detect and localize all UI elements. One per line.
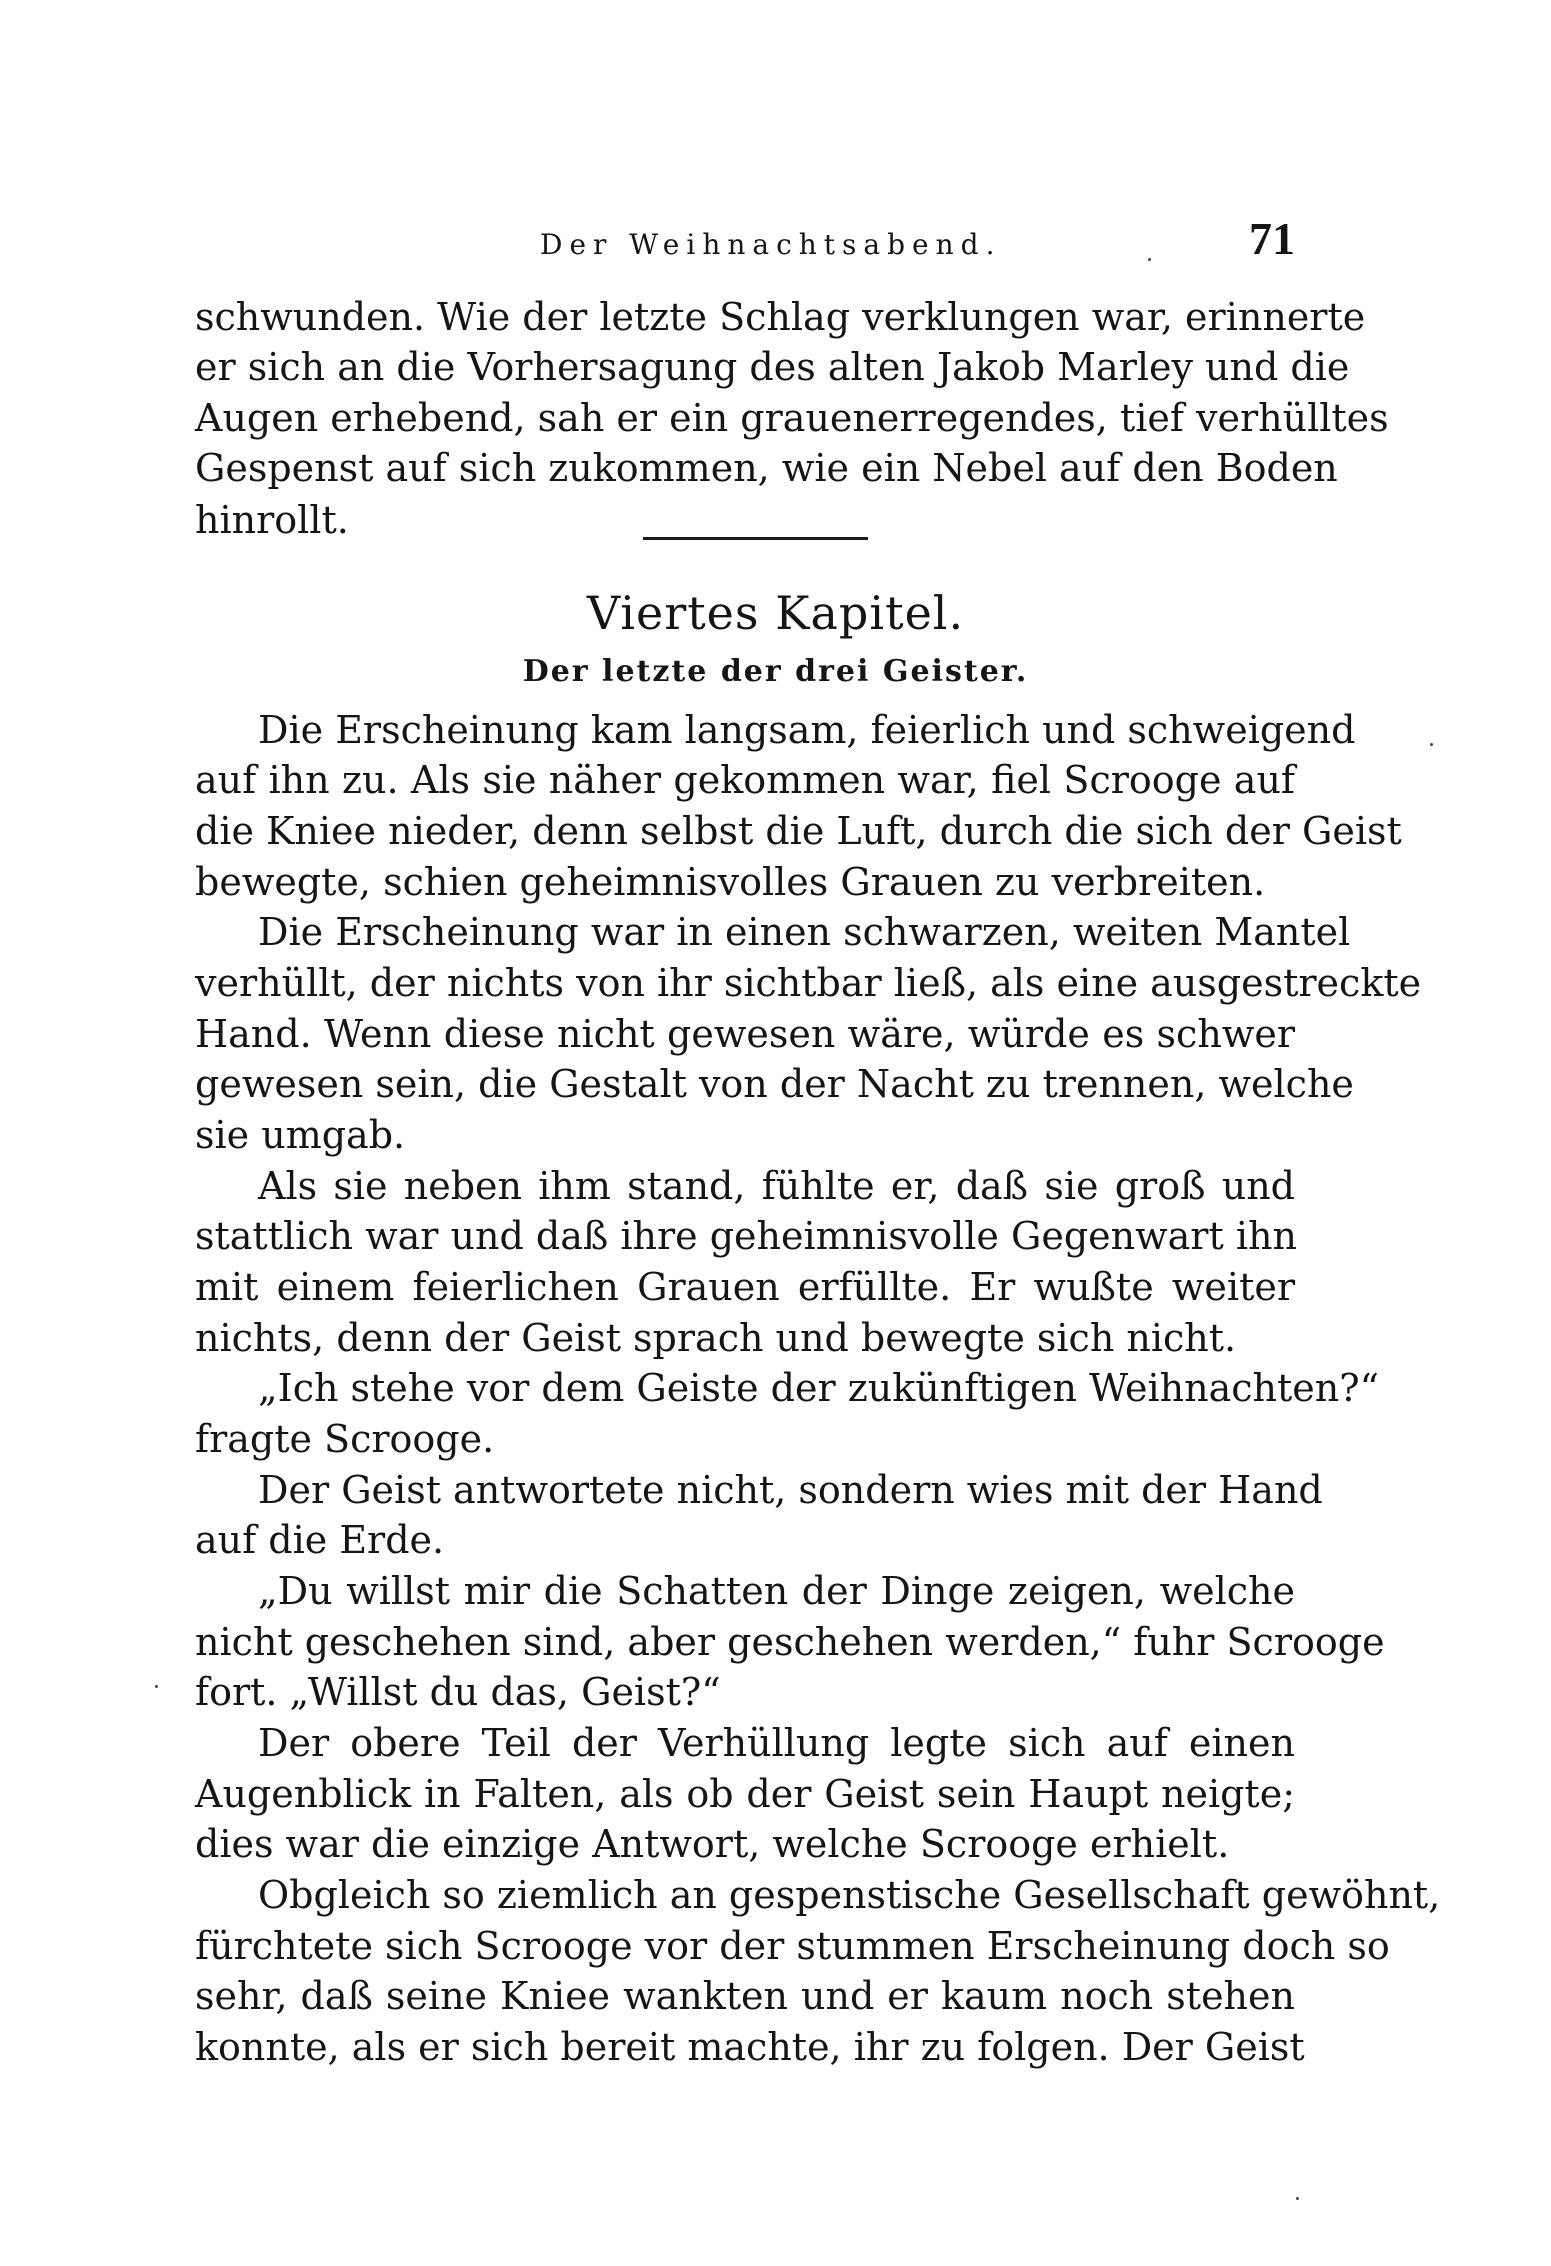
text-line: Gespenst auf sich zukommen, wie ein Nebel auf den Boden	[195, 446, 1338, 490]
text-line: fragte Scrooge.	[195, 1417, 495, 1461]
text-line: die Kniee nieder, denn selbst die Luft, durch die sich der Geist	[195, 809, 1402, 853]
text-line: Hand. Wenn diese nicht gewesen wäre, würde es schwer	[195, 1012, 1295, 1056]
text-line: Die Erscheinung kam langsam, feierlich und schweigend	[258, 708, 1356, 752]
text-line: gewesen sein, die Gestalt von der Nacht zu trennen, welche	[195, 1062, 1354, 1106]
text-line: verhüllt, der nichts von ihr sichtbar ließ, als eine ausgestreckte	[195, 961, 1422, 1005]
text-line: Der Geist antwortete nicht, sondern wies mit der Hand	[258, 1468, 1323, 1512]
text-line: auf ihn zu. Als sie näher gekommen war, fiel Scrooge auf	[195, 758, 1295, 802]
text-line: Augen erhebend, sah er ein grauenerregendes, tief verhülltes	[195, 396, 1389, 440]
print-speck	[1430, 743, 1433, 746]
text-line: Die Erscheinung war in einen schwarzen, weiten Mantel	[258, 910, 1351, 954]
text-line: Augenblick in Falten, als ob der Geist sein Haupt neigte;	[195, 1772, 1295, 1816]
text-line: auf die Erde.	[195, 1518, 445, 1562]
print-speck	[1148, 258, 1151, 261]
print-speck	[1296, 2197, 1299, 2200]
running-title: Der Weihnachtsabend.	[540, 228, 1002, 261]
text-line: konnte, als er sich bereit machte, ihr zu folgen. Der Geist	[195, 2025, 1305, 2069]
chapter-title: Viertes Kapitel.	[586, 586, 965, 640]
text-line: Der obere Teil der Verhüllung legte sich auf einen	[258, 1721, 1295, 1765]
section-divider	[643, 537, 868, 540]
page-header	[195, 212, 1295, 272]
page-number: 71	[1249, 213, 1295, 264]
text-line: dies war die einzige Antwort, welche Scrooge erhielt.	[195, 1822, 1230, 1866]
text-line: „Du willst mir die Schatten der Dinge zeigen, welche	[258, 1569, 1295, 1613]
text-line: Obgleich so ziemlich an gespenstische Gesellschaft gewöhnt,	[258, 1873, 1441, 1917]
text-line: bewegte, schien geheimnisvolles Grauen zu verbreiten.	[195, 860, 1266, 904]
text-line: sehr, daß seine Kniee wankten und er kaum noch stehen	[195, 1974, 1295, 2018]
text-line: hinrollt.	[195, 498, 349, 542]
chapter-subtitle: Der letzte der drei Geister.	[522, 654, 1029, 689]
print-speck	[155, 1685, 158, 1688]
text-line: „Ich stehe vor dem Geiste der zukünftigen Weihnachten?“	[258, 1366, 1380, 1410]
text-line: Als sie neben ihm stand, fühlte er, daß sie groß und	[258, 1164, 1295, 1208]
text-line: er sich an die Vorhersagung des alten Jakob Marley und die	[195, 345, 1350, 389]
text-line: schwunden. Wie der letzte Schlag verklungen war, erinnerte	[195, 295, 1366, 339]
text-line: fürchtete sich Scrooge vor der stummen Erscheinung doch so	[195, 1924, 1390, 1968]
text-line: sie umgab.	[195, 1113, 406, 1157]
text-line: nichts, denn der Geist sprach und bewegte sich nicht.	[195, 1316, 1237, 1360]
text-line: nicht geschehen sind, aber geschehen werden,“ fuhr Scrooge	[195, 1620, 1385, 1664]
text-line: mit einem feierlichen Grauen erfüllte. Er wußte weiter	[195, 1265, 1295, 1309]
text-line: fort. „Willst du das, Geist?“	[195, 1670, 721, 1714]
text-line: stattlich war und daß ihre geheimnisvolle Gegenwart ihn	[195, 1214, 1297, 1258]
